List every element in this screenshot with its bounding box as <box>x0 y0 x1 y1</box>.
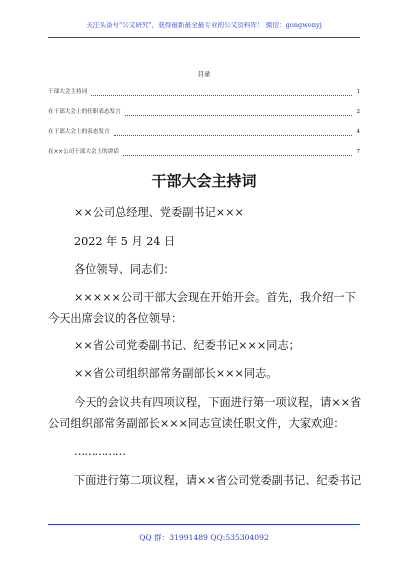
salutation: 各位领导、同志们： <box>74 263 175 276</box>
toc-entry[interactable] <box>48 130 360 150</box>
header-divider <box>48 37 360 38</box>
body-paragraph-continuation: 今天出席会议的各位领导： <box>48 312 183 325</box>
table-of-contents <box>48 90 360 170</box>
toc-title: 目录 <box>197 70 211 78</box>
body-paragraph: ××省公司组织部常务副部长×××同志。 <box>74 367 278 380</box>
toc-entry-label: 在干部大会上的表态发言 <box>48 129 110 135</box>
toc-entry-label: 干部大会主持词 <box>48 89 88 95</box>
document-title: 干部大会主持词 <box>151 172 257 190</box>
toc-entry[interactable] <box>48 110 360 130</box>
body-paragraph: ×××××公司干部大会现在开始开会。首先，我介绍一下 <box>74 291 356 304</box>
toc-entry-page: 1 <box>356 89 360 95</box>
body-paragraph: ××省公司党委副书记、纪委书记×××同志； <box>74 339 300 352</box>
toc-leader-dots <box>125 110 352 116</box>
toc-leader-dots <box>91 90 352 96</box>
toc-leader-dots <box>123 150 352 156</box>
footer-divider <box>48 524 360 525</box>
toc-entry[interactable] <box>48 90 360 110</box>
ellipsis-line: …………… <box>74 445 125 458</box>
speaker-line: ××公司总经理、党委副书记××× <box>74 206 244 219</box>
footer-contact: QQ 群：31991489 QQ:535304092 <box>139 533 269 542</box>
body-paragraph: 下面进行第二项议程，请××省公司党委副书记、纪委书记 <box>74 474 362 487</box>
toc-entry-page: 4 <box>356 129 360 135</box>
toc-entry-page: 7 <box>356 149 360 155</box>
date-line: 2022 年 5 月 24 日 <box>74 235 176 248</box>
body-paragraph-continuation: 公司组织部常务副部长×××同志宣读任职文件，大家欢迎： <box>48 417 345 430</box>
toc-entry-label: 在××公司干部大会上的讲话 <box>48 149 119 155</box>
toc-entry-page: 2 <box>356 109 360 115</box>
toc-entry[interactable] <box>48 150 360 170</box>
toc-leader-dots <box>114 130 352 136</box>
header-banner: 关注头条号"公文研究"，获得最新最全最专业的公文资料库！ 微信：gongwenyj <box>86 22 322 29</box>
body-paragraph: 今天的会议共有四项议程，下面进行第一项议程，请××省 <box>74 396 362 409</box>
toc-entry-label: 在干部大会上的任职表态发言 <box>48 109 121 115</box>
